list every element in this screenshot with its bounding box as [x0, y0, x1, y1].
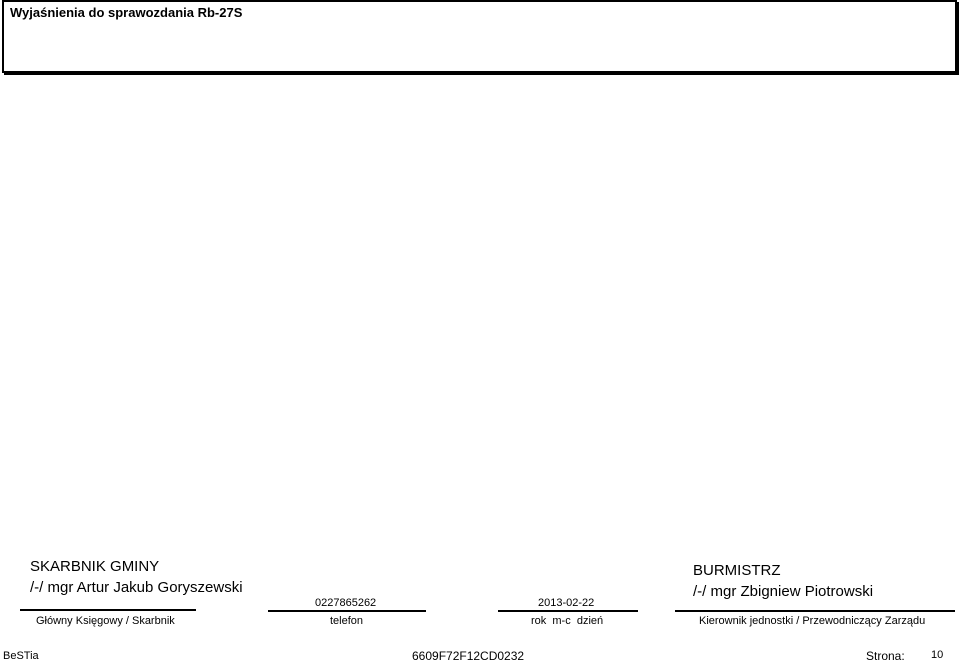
report-title: Wyjaśnienia do sprawozdania Rb-27S — [10, 5, 243, 20]
phone-caption: telefon — [330, 615, 364, 627]
left-signature-line — [20, 609, 196, 611]
document-code: 6609F72F12CD0232 — [412, 649, 525, 663]
phone-line — [268, 610, 426, 612]
left-signatory-caption: Główny Księgowy / Skarbnik — [36, 615, 175, 627]
page-label: Strona: — [866, 649, 905, 663]
date-caption: rok m-c dzień — [531, 615, 604, 627]
date-line — [498, 610, 638, 612]
right-signatory-caption: Kierownik jednostki / Przewodniczący Zarządu — [699, 615, 926, 627]
right-signature-line — [675, 610, 955, 612]
report-title-box — [2, 0, 957, 73]
left-signatory-role: SKARBNIK GMINY — [30, 558, 160, 575]
phone-value: 0227865262 — [315, 597, 377, 609]
page-number: 10 — [931, 649, 944, 661]
right-signatory-role: BURMISTRZ — [693, 562, 781, 579]
software-name: BeSTia — [3, 650, 39, 662]
date-value: 2013-02-22 — [538, 597, 595, 609]
right-signatory-name: /-/ mgr Zbigniew Piotrowski — [693, 583, 874, 600]
left-signatory-name: /-/ mgr Artur Jakub Goryszewski — [30, 579, 243, 596]
